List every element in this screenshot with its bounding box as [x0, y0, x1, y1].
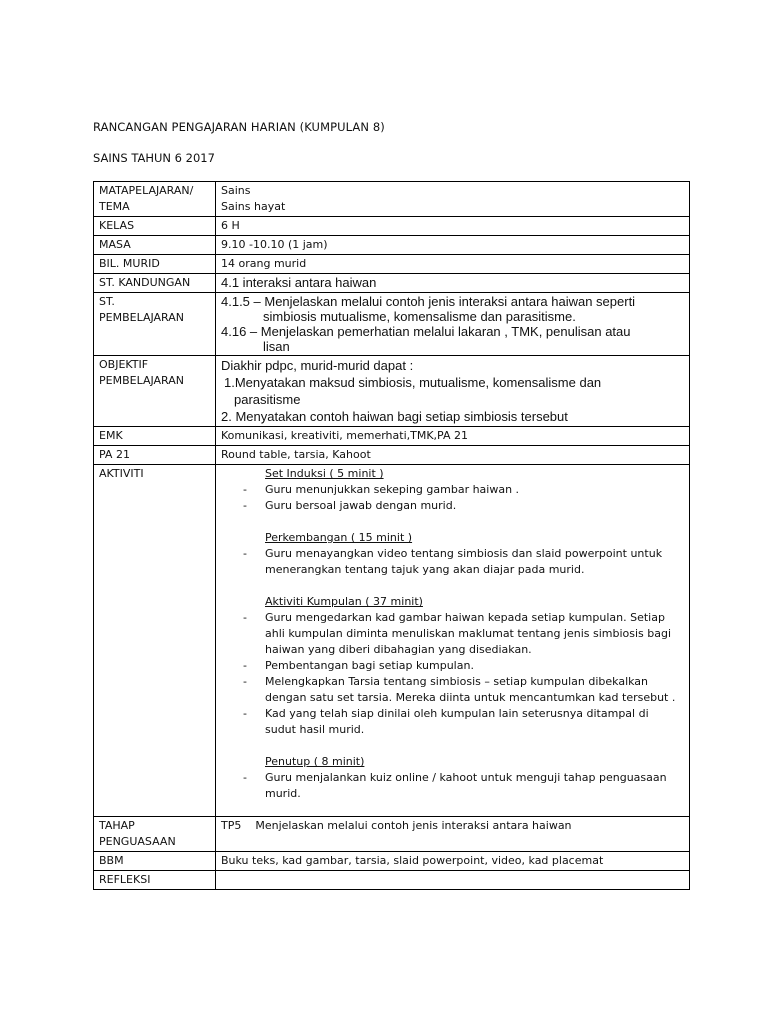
value-st-kandungan: 4.1 interaksi antara haiwan	[216, 274, 690, 293]
label-kelas: KELAS	[94, 217, 216, 236]
label-line: ST.	[99, 295, 115, 308]
row-matapelajaran	[94, 182, 690, 217]
list-item: - Guru menjalankan kuiz online / kahoot untuk menguji tahap penguasaan murid.	[221, 770, 683, 802]
label-bil-murid: BIL. MURID	[94, 255, 216, 274]
value-emk: Komunikasi, kreativiti, memerhati,TMK,PA 21	[216, 427, 690, 446]
value-matapelajaran	[216, 182, 690, 217]
document-subtitle: SAINS TAHUN 6 2017	[93, 151, 215, 165]
label-st-kandungan: ST. KANDUNGAN	[94, 274, 216, 293]
section-perkembangan: Perkembangan ( 15 minit )	[265, 531, 413, 544]
label-aktiviti: AKTIVITI	[94, 465, 216, 817]
document-title: RANCANGAN PENGAJARAN HARIAN (KUMPULAN 8)	[93, 120, 385, 134]
value-aktiviti	[216, 465, 690, 817]
label-refleksi: REFLEKSI	[94, 871, 216, 890]
row-aktiviti	[94, 465, 690, 817]
value-tahap-penguasaan: TP5 Menjelaskan melalui contoh jenis interaksi antara haiwan	[216, 817, 690, 852]
objective-intro: Diakhir pdpc, murid-murid dapat :	[221, 358, 414, 373]
list-item: - Melengkapkan Tarsia tentang simbiosis – setiap kumpulan dibekalkan dengan satu set tarsia. Mereka diinta untuk mencantumkan kad tersebut .	[221, 674, 683, 706]
section-set-induksi: Set Induksi ( 5 minit )	[265, 467, 384, 480]
label-line: PEMBELAJARAN	[99, 374, 185, 387]
objective-1: 1.Menyatakan maksud simbiosis, mutualisme, komensalisme dan	[224, 375, 602, 390]
list-item: - Guru bersoal jawab dengan murid.	[221, 498, 683, 514]
row-emk	[94, 427, 690, 446]
standard-4-1-5-line: 4.1.5 – Menjelaskan melalui contoh jenis interaksi antara haiwan seperti	[221, 294, 636, 309]
row-bil-murid	[94, 255, 690, 274]
label-emk: EMK	[94, 427, 216, 446]
value-bbm: Buku teks, kad gambar, tarsia, slaid powerpoint, video, kad placemat	[216, 852, 690, 871]
value-line: Sains hayat	[221, 200, 286, 213]
label-masa: MASA	[94, 236, 216, 255]
row-tahap-penguasaan	[94, 817, 690, 852]
list-item: - Guru mengedarkan kad gambar haiwan kepada setiap kumpulan. Setiap ahli kumpulan diminta menuliskan maklumat tentang jenis simbiosis bagi haiwan yang diberi dibahagian yang disediakan.	[221, 610, 683, 658]
list-item: - Pembentangan bagi setiap kumpulan.	[221, 658, 683, 674]
label-tahap-penguasaan	[94, 817, 216, 852]
value-pa21: Round table, tarsia, Kahoot	[216, 446, 690, 465]
label-pa21: PA 21	[94, 446, 216, 465]
row-kelas	[94, 217, 690, 236]
penutup-list	[221, 770, 683, 802]
value-kelas: 6 H	[216, 217, 690, 236]
label-matapelajaran	[94, 182, 216, 217]
label-line: TEMA	[99, 200, 130, 213]
list-item: - Guru menayangkan video tentang simbiosis dan slaid powerpoint untuk menerangkan tentang tajuk yang akan diajar pada murid.	[221, 546, 683, 578]
row-st-pembelajaran	[94, 293, 690, 356]
value-refleksi	[216, 871, 690, 890]
objective-2: 2. Menyatakan contoh haiwan bagi setiap simbiosis tersebut	[221, 409, 568, 424]
induksi-list	[221, 482, 683, 514]
value-line: Sains	[221, 184, 251, 197]
row-refleksi	[94, 871, 690, 890]
label-line: TAHAP	[99, 819, 135, 832]
section-aktiviti-kumpulan: Aktiviti Kumpulan ( 37 minit)	[265, 595, 423, 608]
label-line: OBJEKTIF	[99, 358, 149, 371]
kumpulan-list	[221, 610, 683, 738]
value-masa: 9.10 -10.10 (1 jam)	[216, 236, 690, 255]
standard-4-16-cont: lisan	[263, 339, 290, 354]
list-item: - Kad yang telah siap dinilai oleh kumpulan lain seterusnya ditampal di sudut hasil murid.	[221, 706, 683, 738]
row-objektif	[94, 356, 690, 427]
row-pa21	[94, 446, 690, 465]
row-masa	[94, 236, 690, 255]
section-penutup: Penutup ( 8 minit)	[265, 755, 365, 768]
lesson-plan-table	[93, 181, 690, 890]
value-bil-murid: 14 orang murid	[216, 255, 690, 274]
label-bbm: BBM	[94, 852, 216, 871]
perkembangan-list	[221, 546, 683, 578]
label-line: MATAPELAJARAN/	[99, 184, 194, 197]
label-objektif	[94, 356, 216, 427]
value-st-pembelajaran	[216, 293, 690, 356]
value-objektif	[216, 356, 690, 427]
standard-4-16-line: 4.16 – Menjelaskan pemerhatian melalui lakaran , TMK, penulisan atau	[221, 324, 631, 339]
label-line: PEMBELAJARAN	[99, 311, 185, 324]
label-st-pembelajaran	[94, 293, 216, 356]
list-item: - Guru menunjukkan sekeping gambar haiwan .	[221, 482, 683, 498]
row-bbm	[94, 852, 690, 871]
label-line: PENGUASAAN	[99, 835, 176, 848]
standard-4-1-5-cont: simbiosis mutualisme, komensalisme dan parasitisme.	[263, 309, 576, 324]
row-st-kandungan	[94, 274, 690, 293]
objective-1-cont: parasitisme	[234, 392, 301, 407]
